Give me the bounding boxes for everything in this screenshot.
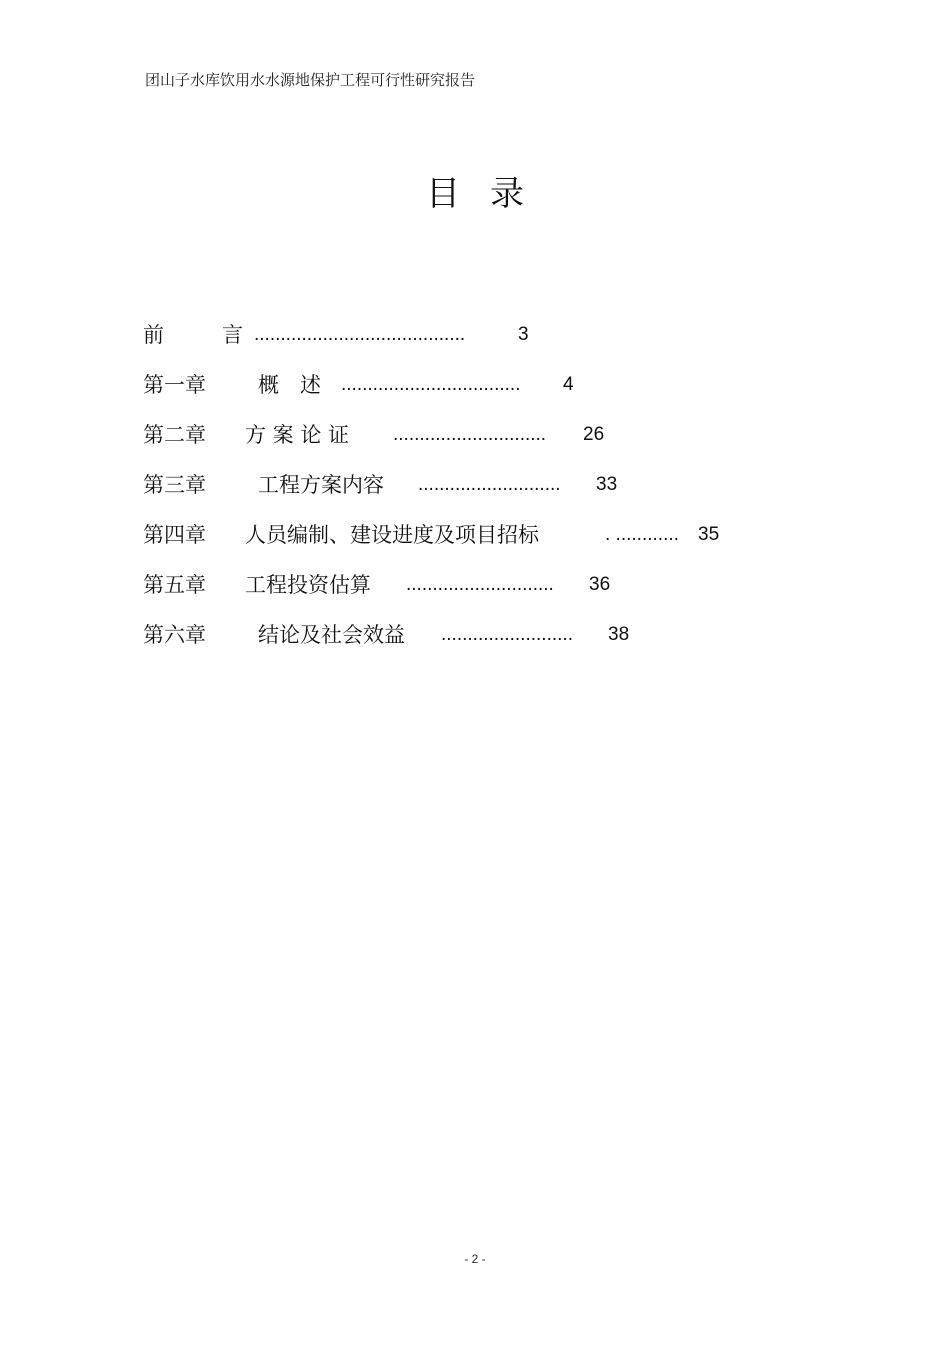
toc-chapter-label: 第一章 (143, 373, 206, 397)
toc-entry-title: 方 案 论 证 (245, 423, 350, 447)
toc-chapter-label: 第六章 (143, 623, 206, 647)
toc-entry-title: 人员编制、建设进度及项目招标 (245, 523, 539, 547)
toc-chapter-label: 第三章 (143, 473, 206, 497)
toc-page-number: 3 (518, 324, 529, 345)
toc-dot-leader: ........................... (418, 474, 561, 495)
toc-chapter-label: 第四章 (143, 523, 206, 547)
toc-chapter-label: 第二章 (143, 423, 206, 447)
toc-page-number: 33 (596, 474, 618, 495)
toc-dot-leader: ............................. (393, 424, 547, 445)
toc-dot-leader: ............................ (406, 574, 554, 595)
toc-entry-title: 工程方案内容 (258, 473, 384, 497)
toc-entry-title: 工程投资估算 (245, 573, 371, 597)
page-number-footer: - 2 - (464, 1252, 486, 1266)
toc-page-number: 35 (698, 524, 720, 545)
toc-entry-title: 言 (222, 323, 243, 347)
toc-chapter-label: 第五章 (143, 573, 206, 597)
toc-title: 目录 (426, 174, 554, 214)
running-header: 团山子水库饮用水水源地保护工程可行性研究报告 (145, 71, 476, 89)
toc-dot-leader: ........................................ (254, 324, 466, 345)
toc-chapter-label: 前 (143, 323, 164, 347)
toc-dot-leader: . ............ (605, 524, 679, 545)
toc-page-number: 38 (608, 624, 630, 645)
toc-dot-leader: .................................. (341, 374, 521, 395)
toc-page-number: 36 (589, 574, 611, 595)
toc-entry-title: 结论及社会效益 (258, 623, 405, 647)
toc-entry-title: 概 述 (258, 373, 321, 397)
toc-dot-leader: ......................... (441, 624, 573, 645)
toc-page-number: 26 (583, 424, 605, 445)
toc-page-number: 4 (563, 374, 574, 395)
